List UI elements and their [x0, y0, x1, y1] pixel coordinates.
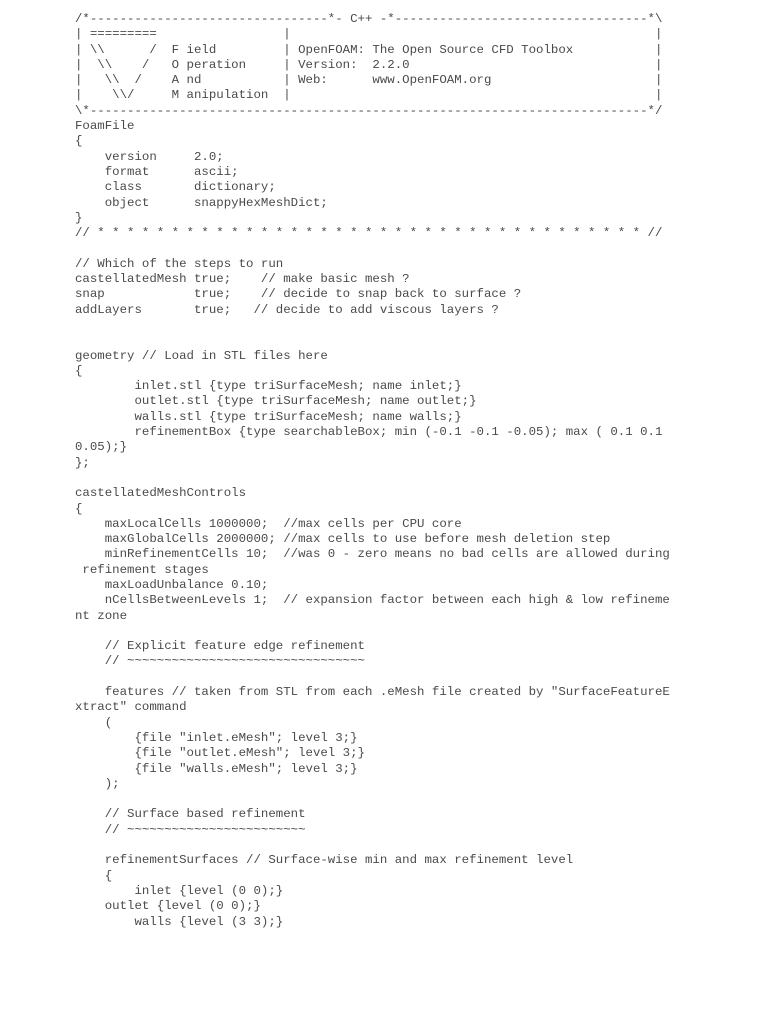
text-line — [75, 670, 755, 685]
text-line: addLayers true; // decide to add viscous layers ? — [75, 302, 499, 317]
text-line — [75, 318, 755, 333]
text-line: // ~~~~~~~~~~~~~~~~~~~~~~~~ — [75, 822, 306, 837]
text-line: { — [75, 134, 83, 149]
text-line — [75, 333, 755, 348]
text-line: walls.stl {type triSurfaceMesh; name walls;} — [75, 409, 462, 424]
text-line: } — [75, 210, 83, 225]
text-line — [75, 838, 755, 853]
text-line: // Surface based refinement — [75, 807, 306, 822]
text-line: { — [75, 868, 113, 883]
text-line: FoamFile — [75, 119, 135, 134]
text-line: inlet {level (0 0);} — [75, 883, 284, 898]
text-line: // ~~~~~~~~~~~~~~~~~~~~~~~~~~~~~~~~ — [75, 654, 365, 669]
text-line: features // taken from STL from each .eMesh file created by "SurfaceFeatureE — [75, 685, 670, 700]
text-line: ); — [75, 776, 120, 791]
text-line: minRefinementCells 10; //was 0 - zero means no bad cells are allowed during — [75, 547, 670, 562]
text-line: | \\ / A nd | Web: www.OpenFOAM.org | — [75, 73, 663, 88]
text-line: format ascii; — [75, 164, 239, 179]
text-line: 0.05);} — [75, 440, 128, 455]
text-line: nt zone — [75, 608, 128, 623]
text-line: refinementSurfaces // Surface-wise min and max refinement level — [75, 853, 574, 868]
text-line: }; — [75, 455, 90, 470]
text-line: // Which of the steps to run — [75, 256, 284, 271]
text-line: {file "inlet.eMesh"; level 3;} — [75, 730, 358, 745]
text-line: /*--------------------------------*- C++ -*----------------------------------*\ — [75, 12, 663, 26]
text-line: { — [75, 363, 83, 378]
text-line: castellatedMesh true; // make basic mesh ? — [75, 272, 410, 287]
text-line: refinementBox {type searchableBox; min (-0.1 -0.1 -0.05); max ( 0.1 0.1 — [75, 425, 663, 440]
text-line: | \\/ M anipulation | | — [75, 88, 663, 103]
text-line — [75, 624, 755, 639]
text-line: geometry // Load in STL files here — [75, 348, 328, 363]
text-line: maxLoadUnbalance 0.10; — [75, 577, 269, 592]
text-line: version 2.0; — [75, 149, 224, 164]
text-line: ( — [75, 715, 113, 730]
text-line: class dictionary; — [75, 180, 276, 195]
text-line: {file "outlet.eMesh"; level 3;} — [75, 746, 365, 761]
text-line: {file "walls.eMesh"; level 3;} — [75, 761, 358, 776]
text-line: xtract" command — [75, 700, 187, 715]
text-line: | \\ / F ield | OpenFOAM: The Open Source CFD Toolbox | — [75, 42, 663, 57]
text-line: { — [75, 501, 83, 516]
text-line — [75, 792, 755, 807]
text-line: object snappyHexMeshDict; — [75, 195, 328, 210]
text-line: nCellsBetweenLevels 1; // expansion factor between each high & low refineme — [75, 593, 670, 608]
text-line: castellatedMeshControls — [75, 486, 247, 501]
text-line: maxLocalCells 1000000; //max cells per CPU core — [75, 516, 462, 531]
text-line: snap true; // decide to snap back to surface ? — [75, 287, 522, 302]
text-line: | \\ / O peration | Version: 2.2.0 | — [75, 57, 663, 72]
text-line: \*---------------------------------------------------------------------------*/ — [75, 103, 663, 118]
text-line: walls {level (3 3);} — [75, 914, 284, 929]
text-line: maxGlobalCells 2000000; //max cells to use before mesh deletion step — [75, 532, 611, 547]
text-line: refinement stages — [75, 562, 209, 577]
text-line: outlet {level (0 0);} — [75, 899, 261, 914]
text-line: outlet.stl {type triSurfaceMesh; name outlet;} — [75, 394, 477, 409]
text-line: // * * * * * * * * * * * * * * * * * * * * * * * * * * * * * * * * * * * * * // — [75, 226, 663, 241]
text-line: // Explicit feature edge refinement — [75, 639, 365, 654]
text-line — [75, 471, 755, 486]
text-line: | ========= | | — [75, 27, 663, 42]
text-line: inlet.stl {type triSurfaceMesh; name inlet;} — [75, 379, 462, 394]
text-line — [75, 241, 755, 256]
document-page — [75, 12, 755, 930]
